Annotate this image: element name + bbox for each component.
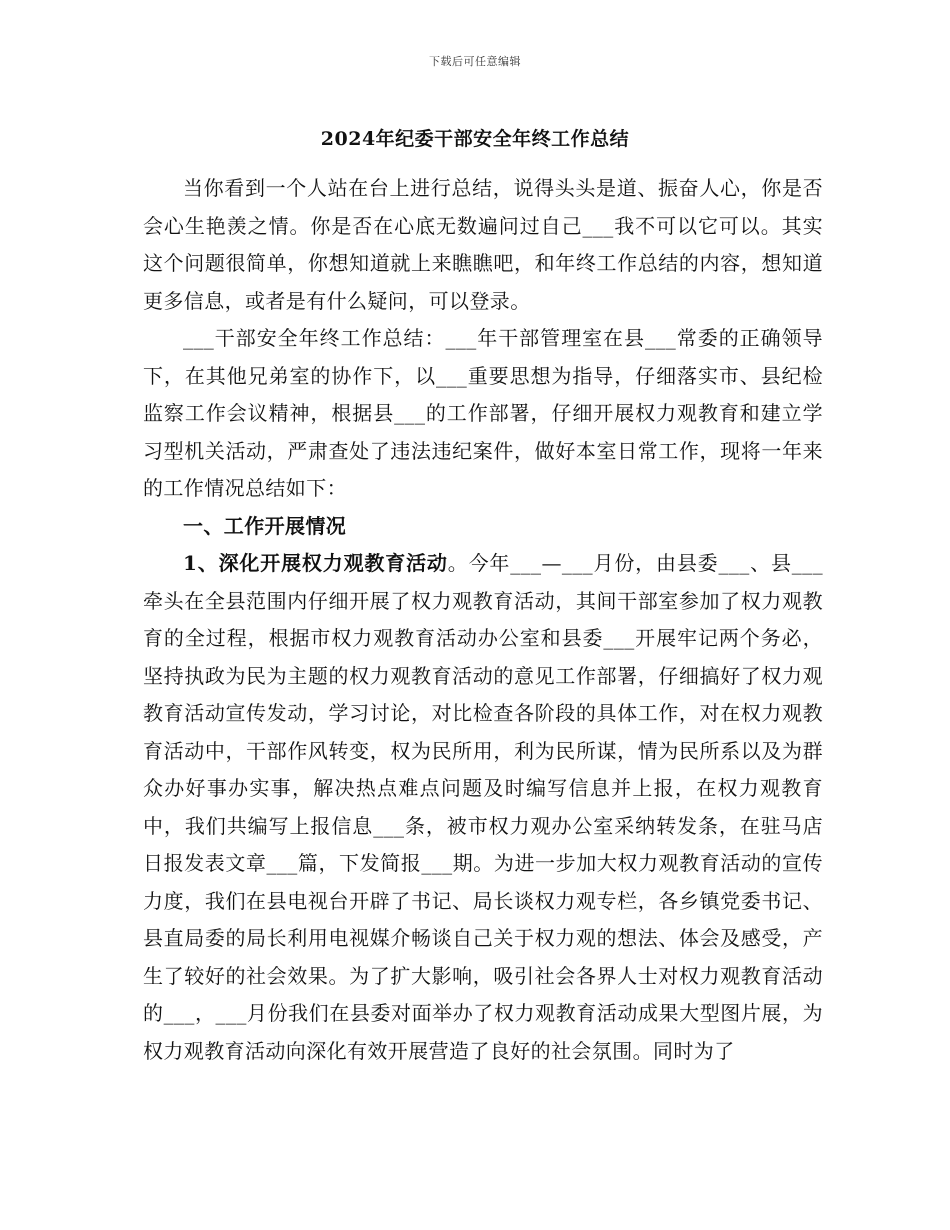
summary-paragraph: ___干部安全年终工作总结：___年干部管理室在县___常委的正确领导下，在其他兄弟室的协作下，以___重要思想为指导，仔细落实市、县纪检监察工作会议精神，根据县___的工作部署，仔细开展权力观教育和建立学习型机关活动，严肃查处了违法违纪案件，做好本室日常工作，现将一年来的工作情况总结如下： — [143, 326, 823, 500]
intro-paragraph: 当你看到一个人站在台上进行总结，说得头头是道、振奋人心，你是否会心生艳羡之情。你是否在心底无数遍问过自己___我不可以它可以。其实这个问题很简单，你想知道就上来瞧瞧吧，和年终工作总结的内容，想知道更多信息，或者是有什么疑问，可以登录。 — [143, 176, 823, 313]
section-heading: 一、工作开展情况 — [183, 513, 347, 538]
item-body: 。今年___—___月份，由县委___、县___牵头在全县范围内仔细开展了权力观教育活动，其间干部室参加了权力观教育的全过程，根据市权力观教育活动办公室和县委___开展牢记两个务必，坚持执政为民为主题的权力观教育活动的意见工作部署，仔细搞好了权力观教育活动宣传发动，学习讨论，对比检查各阶段的具体工作，对在权力观教育活动中，干部作风转变，权为民所用，利为民所谋，情为民所系以及为群众办好事办实事，解决热点难点问题及时编写信息并上报，在权力观教育中，我们共编写上报信息___条，被市权力观办公室采纳转发条，在驻马店日报发表文章___篇，下发简报___期。为进一步加大权力观教育活动的宣传力度，我们在县电视台开辟了书记、局长谈权力观专栏，各乡镇党委书记、县直局委的局长利用电视媒介畅谈自己关于权力观的想法、体会及感受，产生了较好的社会效果。为了扩大影响，吸引社会各界人士对权力观教育活动的___，___月份我们在县委对面举办了权力观教育活动成果大型图片展，为权力观教育活动向深化有效开展营造了良好的社会氛围。同时为了 — [143, 551, 823, 1063]
item-lead: 1、深化开展权力观教育活动 — [183, 551, 448, 575]
page-title: 2024年纪委干部安全年终工作总结 — [320, 128, 630, 150]
document-body — [143, 170, 823, 1070]
header-note: 下载后可任意编辑 — [429, 55, 521, 68]
item-paragraph — [143, 545, 823, 1070]
